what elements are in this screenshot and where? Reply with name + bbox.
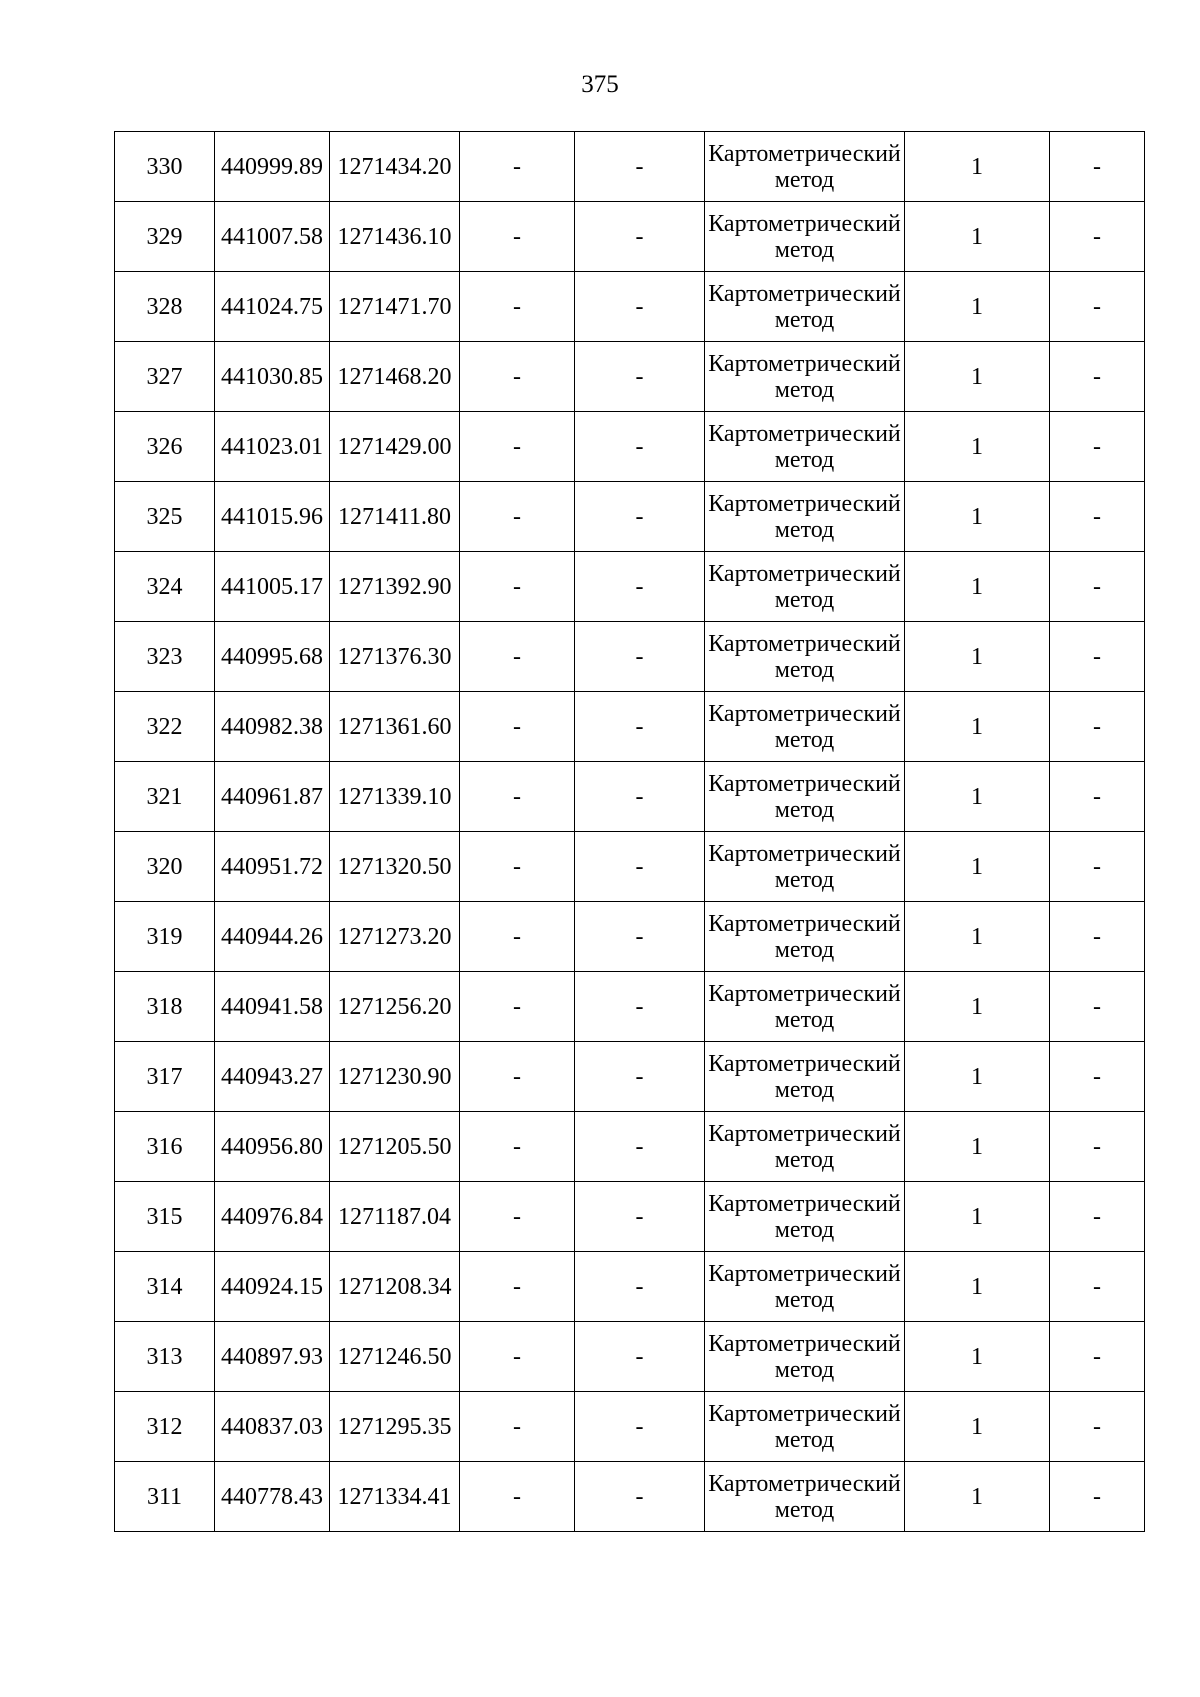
x-coordinate-cell: 440995.68 (215, 622, 330, 692)
point-number-cell: 324 (115, 552, 215, 622)
table-row (115, 482, 1145, 552)
table-row (115, 1392, 1145, 1462)
method-cell (705, 272, 905, 342)
x-coordinate-cell: 440924.15 (215, 1252, 330, 1322)
method-cell (705, 692, 905, 762)
point-number-cell: 321 (115, 762, 215, 832)
method-cell (705, 202, 905, 272)
x-coordinate-cell: 441015.96 (215, 482, 330, 552)
method-line-1: Картометрический (708, 630, 901, 657)
method-line-2: метод (774, 166, 835, 193)
table-row (115, 342, 1145, 412)
method-line-1: Картометрический (708, 560, 901, 587)
empty-dash-cell: - (1050, 1042, 1145, 1112)
method-line-2: метод (774, 1356, 835, 1383)
x-coordinate-cell: 440961.87 (215, 762, 330, 832)
y-coordinate-cell: 1271246.50 (330, 1322, 460, 1392)
y-coordinate-cell: 1271187.04 (330, 1182, 460, 1252)
method-cell (705, 622, 905, 692)
x-coordinate-cell: 440976.84 (215, 1182, 330, 1252)
empty-dash-cell: - (575, 762, 705, 832)
empty-dash-cell: - (460, 832, 575, 902)
x-coordinate-cell: 440951.72 (215, 832, 330, 902)
method-cell (705, 1252, 905, 1322)
empty-dash-cell: - (460, 692, 575, 762)
empty-dash-cell: - (460, 1392, 575, 1462)
page-number: 375 (581, 71, 619, 98)
accuracy-cell: 1 (905, 622, 1050, 692)
empty-dash-cell: - (1050, 202, 1145, 272)
method-cell (705, 1322, 905, 1392)
point-number-cell: 329 (115, 202, 215, 272)
accuracy-cell: 1 (905, 692, 1050, 762)
empty-dash-cell: - (575, 1252, 705, 1322)
table-row (115, 1322, 1145, 1392)
method-cell (705, 1392, 905, 1462)
x-coordinate-cell: 440897.93 (215, 1322, 330, 1392)
table-row (115, 902, 1145, 972)
x-coordinate-cell: 440982.38 (215, 692, 330, 762)
empty-dash-cell: - (1050, 132, 1145, 202)
x-coordinate-cell: 441007.58 (215, 202, 330, 272)
accuracy-cell: 1 (905, 552, 1050, 622)
accuracy-cell: 1 (905, 1322, 1050, 1392)
point-number-cell: 320 (115, 832, 215, 902)
method-line-1: Картометрический (708, 1120, 901, 1147)
method-line-2: метод (774, 376, 835, 403)
empty-dash-cell: - (575, 482, 705, 552)
table-body (115, 132, 1145, 1532)
x-coordinate-cell: 440999.89 (215, 132, 330, 202)
empty-dash-cell: - (1050, 762, 1145, 832)
point-number-cell: 319 (115, 902, 215, 972)
empty-dash-cell: - (1050, 692, 1145, 762)
point-number-cell: 312 (115, 1392, 215, 1462)
point-number-cell: 327 (115, 342, 215, 412)
table-row (115, 1252, 1145, 1322)
method-line-2: метод (774, 1216, 835, 1243)
empty-dash-cell: - (575, 342, 705, 412)
empty-dash-cell: - (575, 972, 705, 1042)
method-line-1: Картометрический (708, 1470, 901, 1497)
empty-dash-cell: - (460, 622, 575, 692)
y-coordinate-cell: 1271256.20 (330, 972, 460, 1042)
method-cell (705, 762, 905, 832)
point-number-cell: 313 (115, 1322, 215, 1392)
accuracy-cell: 1 (905, 1042, 1050, 1112)
empty-dash-cell: - (575, 902, 705, 972)
method-line-2: метод (774, 236, 835, 263)
empty-dash-cell: - (1050, 272, 1145, 342)
y-coordinate-cell: 1271411.80 (330, 482, 460, 552)
coordinates-table (114, 131, 1145, 1532)
table-row (115, 832, 1145, 902)
empty-dash-cell: - (575, 202, 705, 272)
empty-dash-cell: - (575, 1112, 705, 1182)
table-row (115, 1182, 1145, 1252)
empty-dash-cell: - (575, 622, 705, 692)
point-number-cell: 322 (115, 692, 215, 762)
empty-dash-cell: - (460, 902, 575, 972)
method-cell (705, 552, 905, 622)
method-line-1: Картометрический (708, 210, 901, 237)
method-line-2: метод (774, 446, 835, 473)
empty-dash-cell: - (1050, 972, 1145, 1042)
accuracy-cell: 1 (905, 832, 1050, 902)
method-cell (705, 972, 905, 1042)
empty-dash-cell: - (460, 412, 575, 482)
empty-dash-cell: - (460, 1462, 575, 1532)
empty-dash-cell: - (575, 1392, 705, 1462)
method-line-1: Картометрический (708, 1050, 901, 1077)
empty-dash-cell: - (1050, 552, 1145, 622)
empty-dash-cell: - (460, 1182, 575, 1252)
table-row (115, 552, 1145, 622)
table-row (115, 132, 1145, 202)
empty-dash-cell: - (575, 132, 705, 202)
empty-dash-cell: - (460, 552, 575, 622)
empty-dash-cell: - (575, 552, 705, 622)
empty-dash-cell: - (575, 1322, 705, 1392)
accuracy-cell: 1 (905, 342, 1050, 412)
empty-dash-cell: - (575, 1042, 705, 1112)
empty-dash-cell: - (460, 1322, 575, 1392)
empty-dash-cell: - (460, 342, 575, 412)
y-coordinate-cell: 1271392.90 (330, 552, 460, 622)
empty-dash-cell: - (1050, 482, 1145, 552)
method-cell (705, 1112, 905, 1182)
accuracy-cell: 1 (905, 272, 1050, 342)
method-line-2: метод (774, 1496, 835, 1523)
point-number-cell: 315 (115, 1182, 215, 1252)
table-row (115, 622, 1145, 692)
y-coordinate-cell: 1271376.30 (330, 622, 460, 692)
method-cell (705, 412, 905, 482)
empty-dash-cell: - (1050, 342, 1145, 412)
method-cell (705, 132, 905, 202)
point-number-cell: 330 (115, 132, 215, 202)
empty-dash-cell: - (1050, 1182, 1145, 1252)
y-coordinate-cell: 1271295.35 (330, 1392, 460, 1462)
y-coordinate-cell: 1271339.10 (330, 762, 460, 832)
table-row (115, 1462, 1145, 1532)
method-cell (705, 1182, 905, 1252)
method-line-1: Картометрический (708, 140, 901, 167)
accuracy-cell: 1 (905, 482, 1050, 552)
accuracy-cell: 1 (905, 1252, 1050, 1322)
empty-dash-cell: - (575, 272, 705, 342)
empty-dash-cell: - (460, 762, 575, 832)
accuracy-cell: 1 (905, 762, 1050, 832)
point-number-cell: 318 (115, 972, 215, 1042)
y-coordinate-cell: 1271334.41 (330, 1462, 460, 1532)
point-number-cell: 323 (115, 622, 215, 692)
accuracy-cell: 1 (905, 902, 1050, 972)
point-number-cell: 328 (115, 272, 215, 342)
method-line-1: Картометрический (708, 420, 901, 447)
x-coordinate-cell: 441030.85 (215, 342, 330, 412)
method-line-2: метод (774, 306, 835, 333)
empty-dash-cell: - (575, 1182, 705, 1252)
method-line-2: метод (774, 1006, 835, 1033)
point-number-cell: 316 (115, 1112, 215, 1182)
method-line-2: метод (774, 516, 835, 543)
method-cell (705, 1462, 905, 1532)
method-line-1: Картометрический (708, 1190, 901, 1217)
table-row (115, 202, 1145, 272)
empty-dash-cell: - (1050, 1112, 1145, 1182)
x-coordinate-cell: 441023.01 (215, 412, 330, 482)
y-coordinate-cell: 1271205.50 (330, 1112, 460, 1182)
x-coordinate-cell: 440944.26 (215, 902, 330, 972)
accuracy-cell: 1 (905, 972, 1050, 1042)
table-row (115, 692, 1145, 762)
method-line-1: Картометрический (708, 490, 901, 517)
method-line-2: метод (774, 936, 835, 963)
method-line-1: Картометрический (708, 980, 901, 1007)
x-coordinate-cell: 440837.03 (215, 1392, 330, 1462)
accuracy-cell: 1 (905, 412, 1050, 482)
method-cell (705, 342, 905, 412)
method-line-1: Картометрический (708, 770, 901, 797)
empty-dash-cell: - (460, 132, 575, 202)
table-row (115, 272, 1145, 342)
empty-dash-cell: - (460, 972, 575, 1042)
empty-dash-cell: - (1050, 902, 1145, 972)
point-number-cell: 325 (115, 482, 215, 552)
table-row (115, 762, 1145, 832)
method-line-2: метод (774, 866, 835, 893)
point-number-cell: 326 (115, 412, 215, 482)
x-coordinate-cell: 440778.43 (215, 1462, 330, 1532)
method-line-2: метод (774, 1426, 835, 1453)
method-line-2: метод (774, 656, 835, 683)
empty-dash-cell: - (1050, 1392, 1145, 1462)
empty-dash-cell: - (460, 202, 575, 272)
method-line-1: Картометрический (708, 840, 901, 867)
accuracy-cell: 1 (905, 1392, 1050, 1462)
empty-dash-cell: - (1050, 622, 1145, 692)
method-line-2: метод (774, 796, 835, 823)
empty-dash-cell: - (1050, 1462, 1145, 1532)
x-coordinate-cell: 441024.75 (215, 272, 330, 342)
empty-dash-cell: - (460, 482, 575, 552)
method-cell (705, 482, 905, 552)
empty-dash-cell: - (575, 832, 705, 902)
method-line-1: Картометрический (708, 700, 901, 727)
method-line-1: Картометрический (708, 350, 901, 377)
empty-dash-cell: - (1050, 412, 1145, 482)
x-coordinate-cell: 441005.17 (215, 552, 330, 622)
accuracy-cell: 1 (905, 1182, 1050, 1252)
empty-dash-cell: - (1050, 1322, 1145, 1392)
point-number-cell: 311 (115, 1462, 215, 1532)
empty-dash-cell: - (460, 1252, 575, 1322)
y-coordinate-cell: 1271230.90 (330, 1042, 460, 1112)
x-coordinate-cell: 440943.27 (215, 1042, 330, 1112)
method-cell (705, 902, 905, 972)
method-line-1: Картометрический (708, 280, 901, 307)
table-row (115, 412, 1145, 482)
method-line-2: метод (774, 726, 835, 753)
y-coordinate-cell: 1271434.20 (330, 132, 460, 202)
y-coordinate-cell: 1271208.34 (330, 1252, 460, 1322)
method-line-2: метод (774, 586, 835, 613)
method-line-2: метод (774, 1076, 835, 1103)
empty-dash-cell: - (460, 1112, 575, 1182)
x-coordinate-cell: 440941.58 (215, 972, 330, 1042)
empty-dash-cell: - (575, 1462, 705, 1532)
x-coordinate-cell: 440956.80 (215, 1112, 330, 1182)
y-coordinate-cell: 1271273.20 (330, 902, 460, 972)
y-coordinate-cell: 1271436.10 (330, 202, 460, 272)
empty-dash-cell: - (1050, 1252, 1145, 1322)
table-row (115, 1112, 1145, 1182)
y-coordinate-cell: 1271429.00 (330, 412, 460, 482)
y-coordinate-cell: 1271468.20 (330, 342, 460, 412)
accuracy-cell: 1 (905, 132, 1050, 202)
method-line-2: метод (774, 1286, 835, 1313)
empty-dash-cell: - (575, 692, 705, 762)
table-row (115, 1042, 1145, 1112)
table-row (115, 972, 1145, 1042)
accuracy-cell: 1 (905, 1112, 1050, 1182)
point-number-cell: 314 (115, 1252, 215, 1322)
method-cell (705, 832, 905, 902)
method-line-1: Картометрический (708, 1260, 901, 1287)
empty-dash-cell: - (460, 272, 575, 342)
empty-dash-cell: - (1050, 832, 1145, 902)
y-coordinate-cell: 1271320.50 (330, 832, 460, 902)
empty-dash-cell: - (460, 1042, 575, 1112)
accuracy-cell: 1 (905, 1462, 1050, 1532)
method-line-1: Картометрический (708, 1400, 901, 1427)
point-number-cell: 317 (115, 1042, 215, 1112)
y-coordinate-cell: 1271471.70 (330, 272, 460, 342)
method-line-1: Картометрический (708, 910, 901, 937)
method-cell (705, 1042, 905, 1112)
method-line-2: метод (774, 1146, 835, 1173)
y-coordinate-cell: 1271361.60 (330, 692, 460, 762)
accuracy-cell: 1 (905, 202, 1050, 272)
empty-dash-cell: - (575, 412, 705, 482)
method-line-1: Картометрический (708, 1330, 901, 1357)
